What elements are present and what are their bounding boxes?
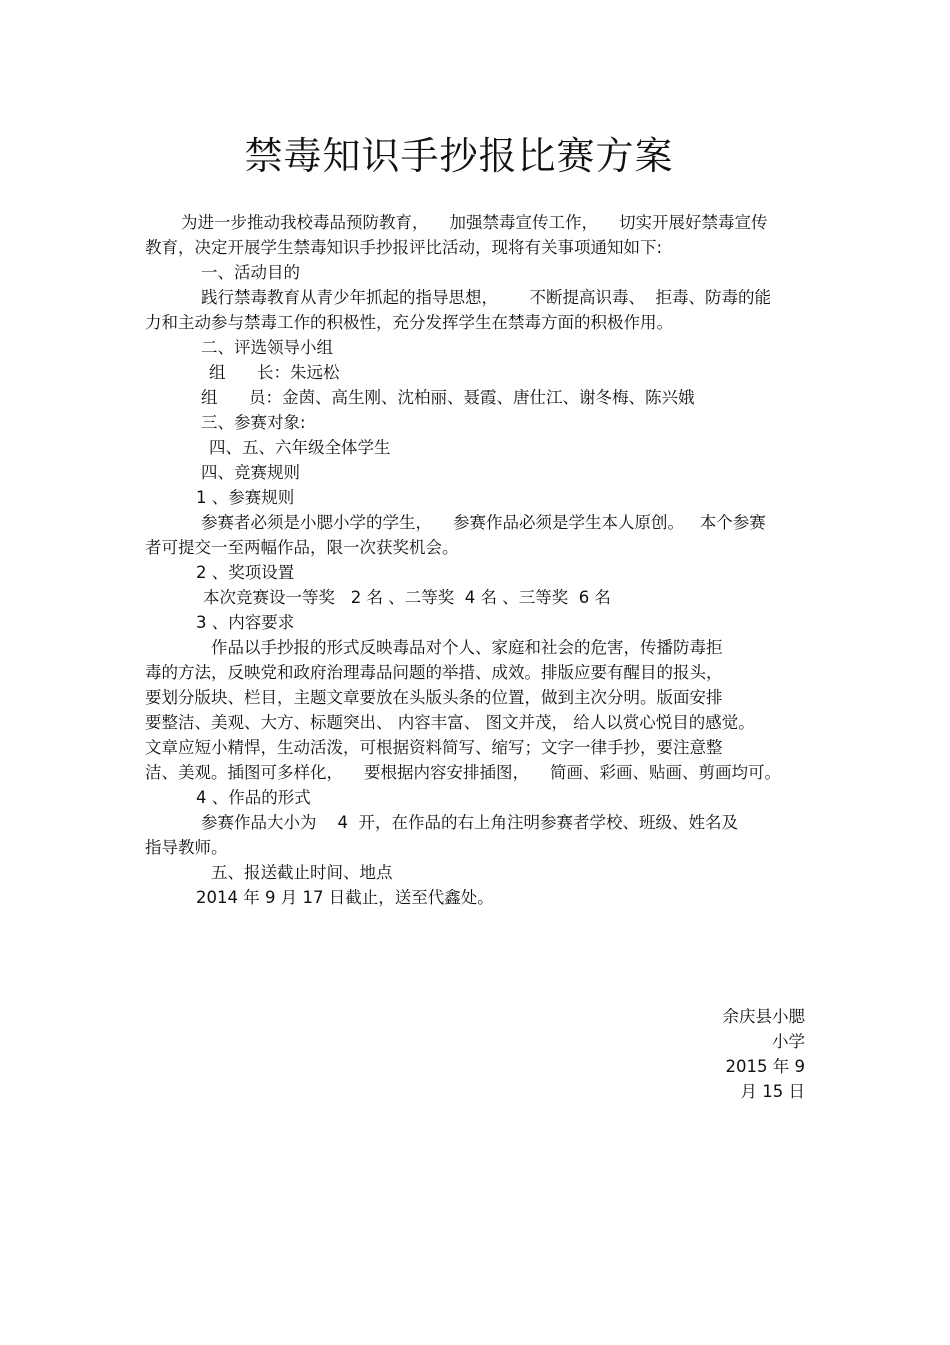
awards-line: 本次竞赛设一等奖 2 名 、二等奖 4 名 、三等奖 6 名 [203, 588, 611, 607]
content-line-6: 洁、美观。插图可多样化， 要根据内容安排插图， 简画、彩画、贴画、剪画均可。 [145, 763, 781, 782]
format-line-1: 参赛作品大小为 4 开，在作品的右上角注明参赛者学校、班级、姓名及 [201, 813, 738, 832]
entry-rules-line-1: 参赛者必须是小腮小学的学生， 参赛作品必须是学生本人原创。 本个参赛 [201, 513, 766, 532]
content-line-5: 文章应短小精悍，生动活泼，可根据资料简写、缩写；文字一律手抄，要注意整 [145, 738, 723, 757]
signature-date-line-2: 月 15 日 [740, 1082, 805, 1101]
subheading-entry-rules: 1 、参赛规则 [196, 488, 295, 507]
signature-school-line-1: 余庆县小腮 [722, 1007, 805, 1026]
subheading-format: 4 、作品的形式 [196, 788, 311, 807]
section-heading-committee: 二、评选领导小组 [201, 338, 333, 357]
deadline-line: 2014 年 9 月 17 日截止，送至代鑫处。 [196, 888, 494, 907]
participants-line: 四、五、六年级全体学生 [209, 438, 391, 457]
section-heading-purpose: 一、活动目的 [201, 263, 300, 282]
document-title: 禁毒知识手抄报比赛方案 [244, 134, 674, 178]
intro-line-2: 教育，决定开展学生禁毒知识手抄报评比活动，现将有关事项通知如下: [145, 238, 663, 257]
section-heading-rules: 四、竞赛规则 [201, 463, 300, 482]
intro-line-1: 为进一步推动我校毒品预防教育， 加强禁毒宣传工作， 切实开展好禁毒宣传 [181, 213, 768, 232]
purpose-line-2: 力和主动参与禁毒工作的积极性，充分发挥学生在禁毒方面的积极作用。 [145, 313, 673, 332]
subheading-content: 3 、内容要求 [196, 613, 295, 632]
purpose-line-1: 践行禁毒教育从青少年抓起的指导思想， 不断提高识毒、 拒毒、防毒的能 [201, 288, 771, 307]
content-line-3: 要划分版块、栏目，主题文章要放在头版头条的位置，做到主次分明。版面安排 [145, 688, 723, 707]
content-line-2: 毒的方法，反映党和政府治理毒品问题的举措、成效。排版应要有醒目的报头， [145, 663, 723, 682]
section-heading-participants: 三、参赛对象: [201, 413, 306, 432]
subheading-awards: 2 、奖项设置 [196, 563, 295, 582]
content-line-4: 要整洁、美观、大方、标题突出、 内容丰富、 图文并茂， 给人以赏心悦目的感觉。 [145, 713, 755, 732]
section-heading-deadline: 五、报送截止时间、地点 [211, 863, 393, 882]
committee-leader: 组 长：朱远松 [209, 363, 340, 382]
content-line-1: 作品以手抄报的形式反映毒品对个人、家庭和社会的危害，传播防毒拒 [211, 638, 723, 657]
signature-school-line-2: 小学 [772, 1032, 805, 1051]
committee-members: 组 员：金茵、高生刚、沈柏丽、聂霞、唐仕江、谢冬梅、陈兴娥 [201, 388, 695, 407]
signature-date-line-1: 2015 年 9 [725, 1057, 805, 1076]
format-line-2: 指导教师。 [145, 838, 228, 857]
entry-rules-line-2: 者可提交一至两幅作品，限一次获奖机会。 [145, 538, 459, 557]
